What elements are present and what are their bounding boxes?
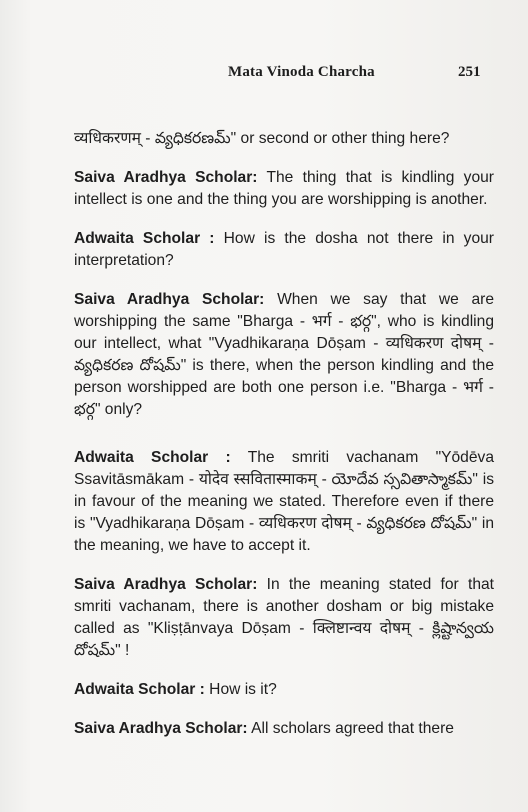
paragraph — [74, 167, 494, 211]
paragraph-text: व्यधिकरणम् - వ్యధికరణమ్" or second or other thing here? — [74, 130, 450, 147]
paragraph-text: The thing that is kindling your intellect is one and the thing you are worshipping is another. — [74, 169, 494, 208]
paragraph — [74, 228, 494, 272]
speaker-label: Saiva Aradhya Scholar: — [74, 720, 248, 737]
speaker-label: Saiva Aradhya Scholar: — [74, 576, 258, 593]
speaker-label: Adwaita Scholar : — [74, 449, 231, 466]
book-title: Mata Vinoda Charcha — [228, 64, 375, 80]
page-body — [74, 128, 494, 757]
paragraph-text: How is the dosha not there in your interpretation? — [74, 230, 494, 269]
speaker-label: Adwaita Scholar : — [74, 681, 205, 698]
paragraph-text: The smriti vachanam "Yōdēva Ssavitāsmākam - योदेव स्सवितास्माकम् - యోదేవ స్సవితాస్మాకమ్" is in favour of the meaning we stated. Therefore even if there is "Vyadhikaraṇa Dōṣam - व्यधिकरण दोषम् - వ్యధికరణ దోషమ్" in the meaning, we have to accept it. — [74, 449, 494, 554]
paragraph-text: In the meaning stated for that smriti vachanam, there is another dosham or big mistake called as "Kliṣṭānvaya Dōṣam - क्लिष्टान्वय दोषम् - క్లిష్టాన్వయ దోషమ్" ! — [74, 576, 494, 659]
page-number: 251 — [458, 64, 481, 80]
paragraph — [74, 289, 494, 421]
speaker-label: Adwaita Scholar : — [74, 230, 215, 247]
paragraph — [74, 679, 494, 701]
paragraph-text: All scholars agreed that there — [247, 720, 454, 737]
paragraph-text: How is it? — [204, 681, 277, 698]
paragraph-text: When we say that we are worshipping the same "Bharga - भर्ग - భర్గ", who is kindling our intellect, what "Vyadhikaraṇa Dōṣam - व्यधिकरण दोषम् - వ్యధికరణ దోషమ్" is there, when the person kindling and the person worshipped are both one person i.e. "Bharga - भर्ग - భర్గ" only? — [74, 291, 495, 418]
paragraph — [74, 447, 494, 557]
running-header — [0, 64, 528, 84]
speaker-label: Saiva Aradhya Scholar: — [74, 291, 265, 308]
paragraph — [74, 718, 494, 740]
paragraph — [74, 128, 494, 150]
paragraph — [74, 574, 494, 662]
speaker-label: Saiva Aradhya Scholar: — [74, 169, 258, 186]
